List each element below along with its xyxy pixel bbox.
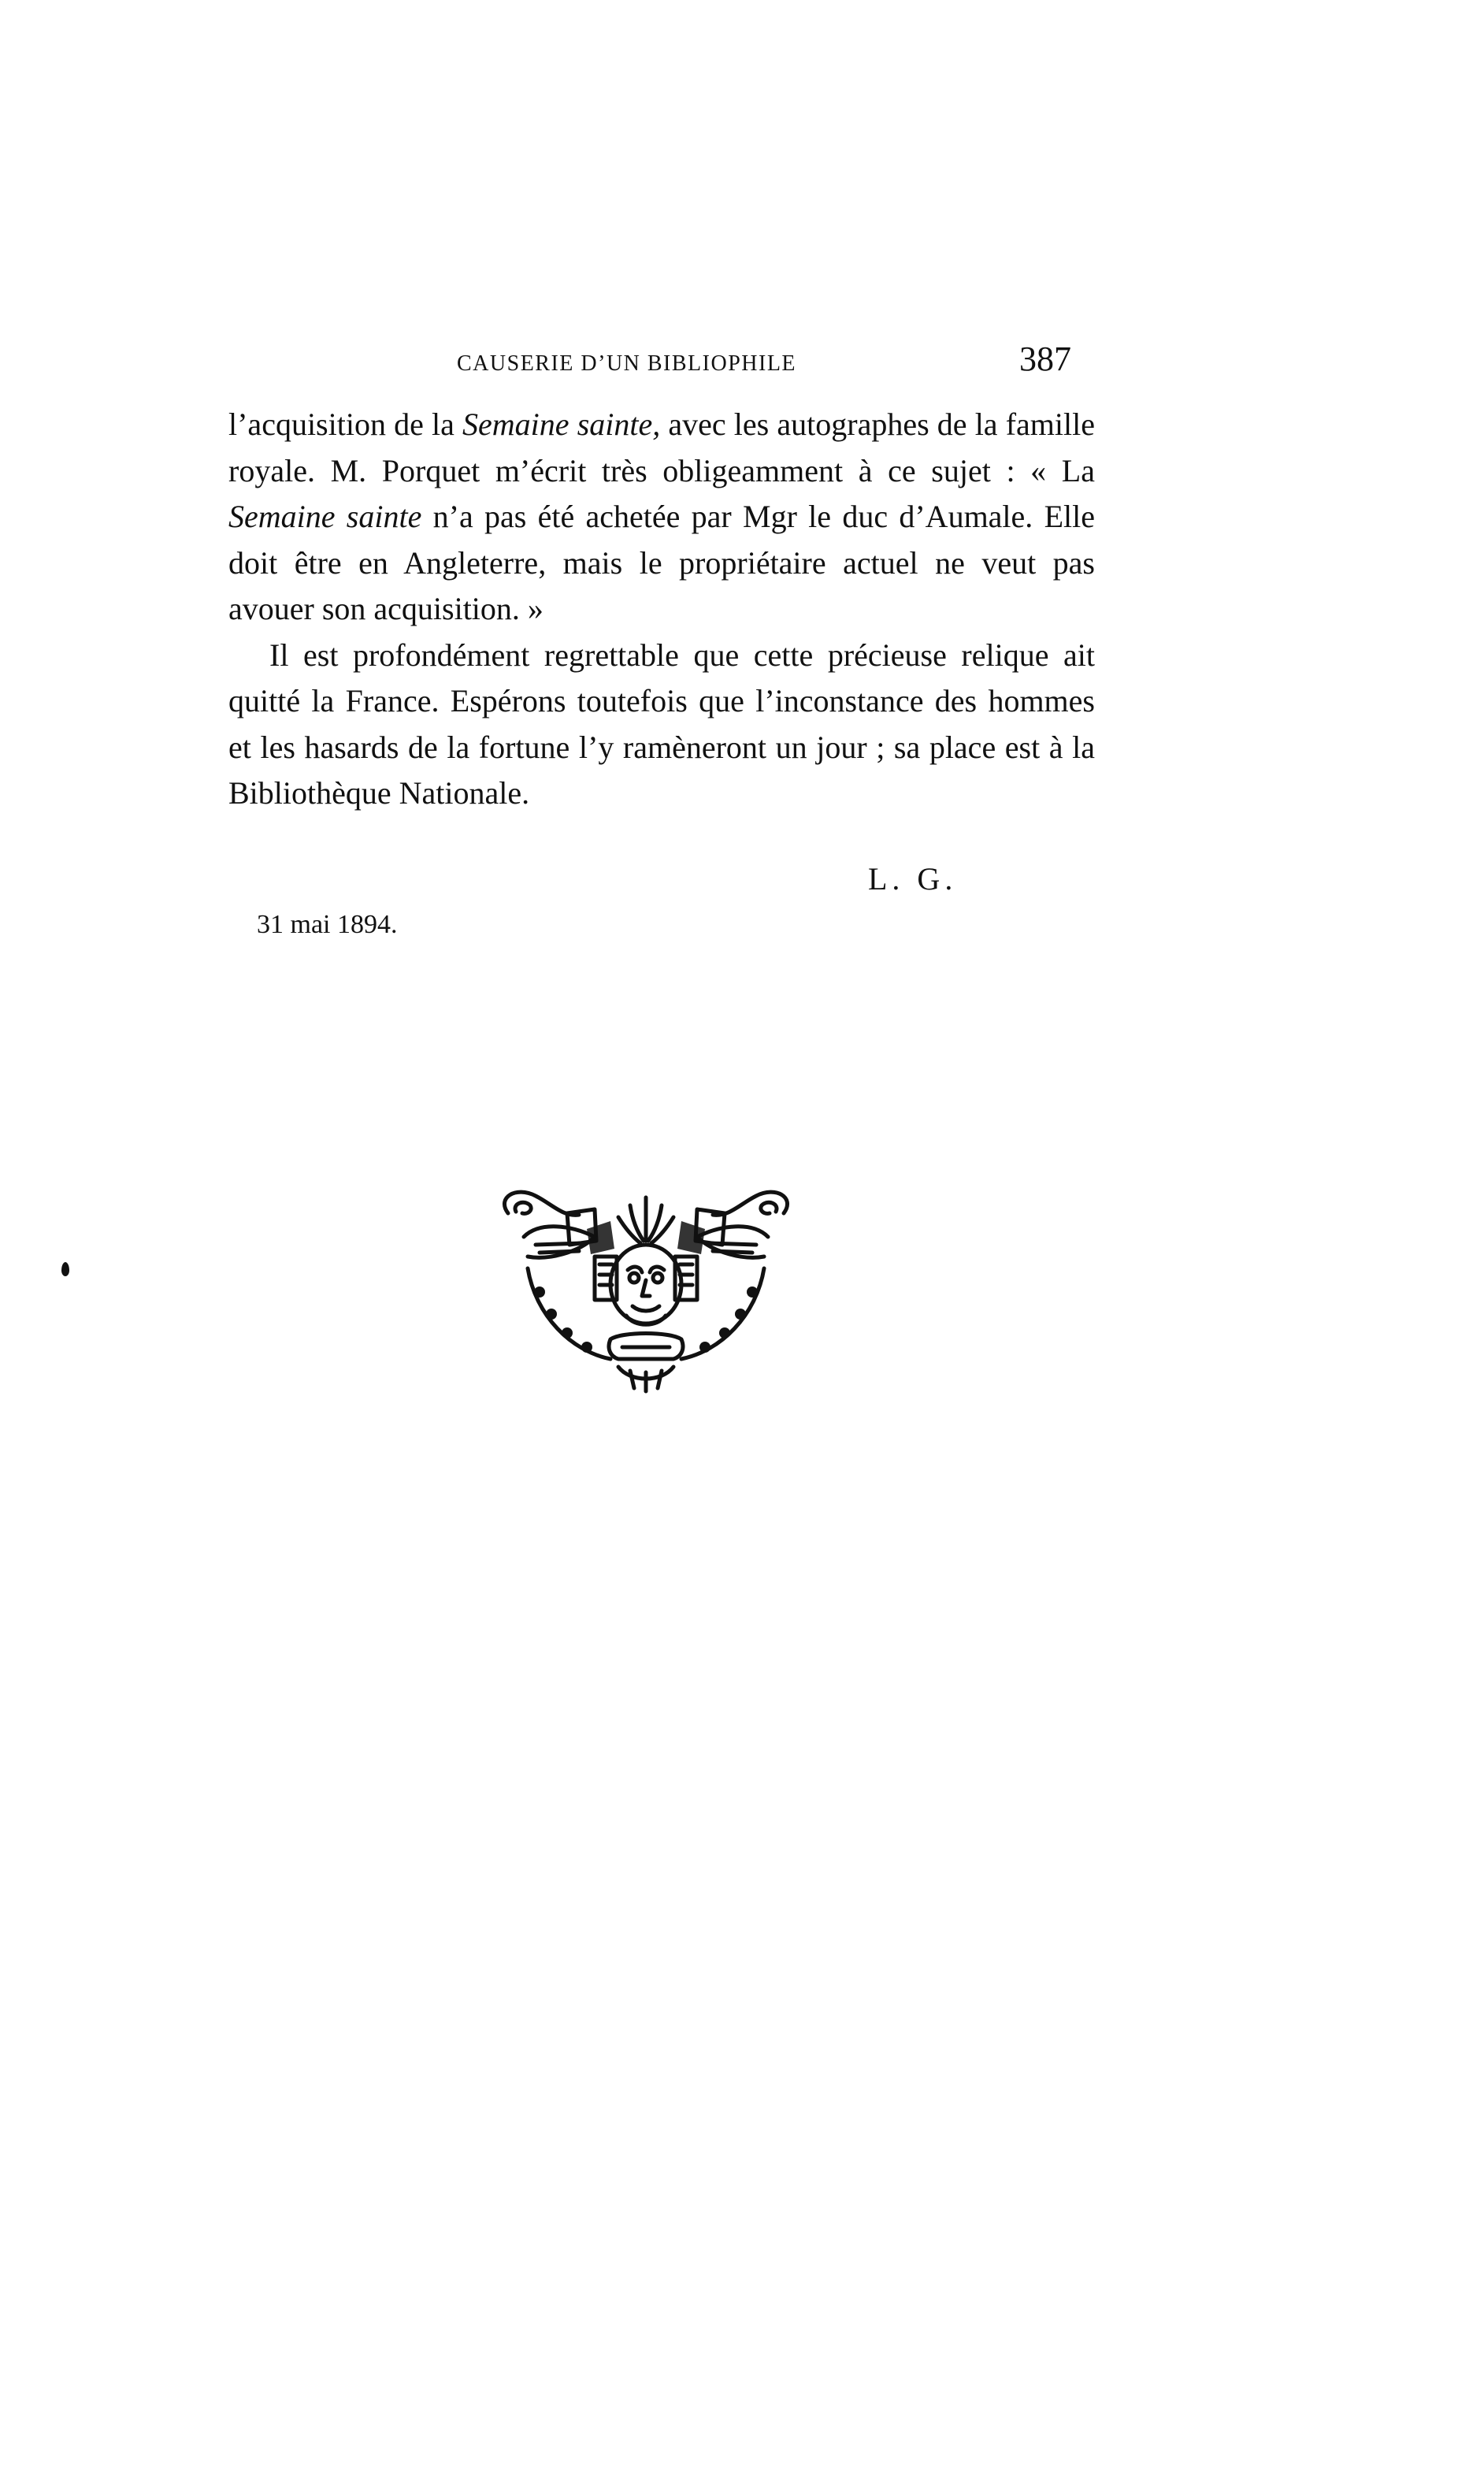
date-line: 31 mai 1894. <box>257 910 398 939</box>
paragraph-1-part-3: n’a pas été achetée par Mgr le duc d’Aumale. Elle doit être en Angleterre, mais le propriétaire actuel ne veut pas avouer son acquisition. » <box>228 499 1095 626</box>
paragraph-1-part-1: l’acquisition de la <box>228 407 463 442</box>
grotesque-mask-ornament-icon <box>492 1182 800 1394</box>
paragraph-1-italic-1: Semaine sainte, <box>462 407 661 442</box>
signature: L. G. <box>868 861 958 897</box>
page-number: 387 <box>1019 340 1071 378</box>
body-text <box>228 402 1095 817</box>
running-head <box>228 339 1095 386</box>
running-title: CAUSERIE D’UN BIBLIOPHILE <box>457 351 797 376</box>
paragraph-1-part-2: avec les autographes de la famille royale. M. Porquet m’écrit très obligeamment à ce sujet : « La <box>228 407 1095 488</box>
paragraph-1 <box>228 402 1095 633</box>
paragraph-2: Il est profondément regrettable que cette précieuse relique ait quitté la France. Espérons toutefois que l’inconstance des hommes et les hasards de la fortune l’y ramèneront un jour ; sa place est à la Bibliothèque Nationale. <box>228 637 1095 811</box>
paragraph-1-italic-2: Semaine sainte <box>228 499 422 534</box>
margin-ink-mark <box>61 1262 69 1276</box>
